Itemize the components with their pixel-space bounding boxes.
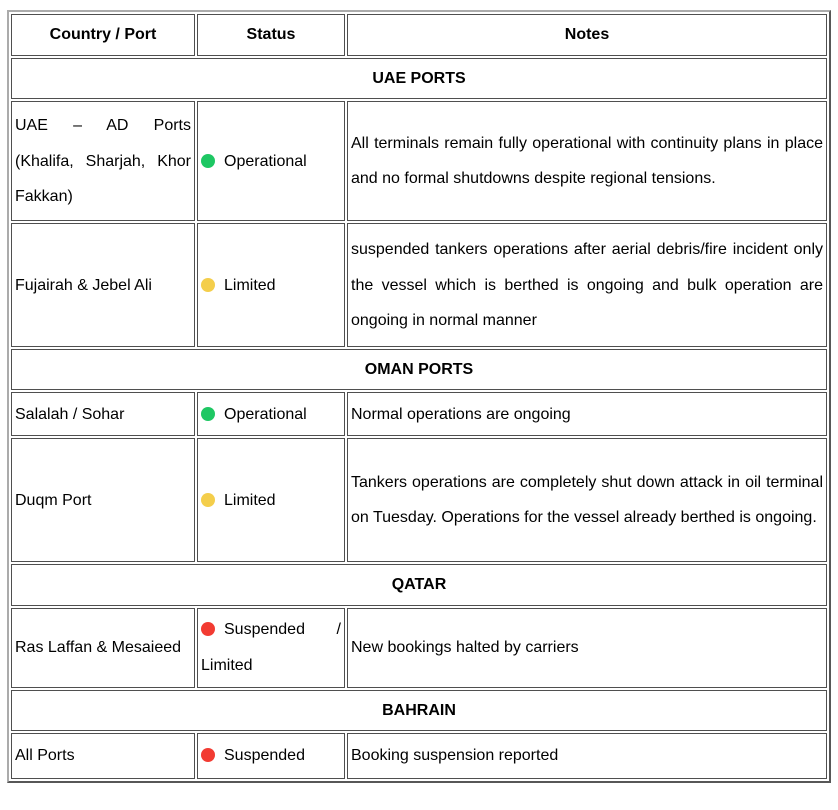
status-dot-operational-icon (201, 407, 215, 421)
header-row (11, 14, 827, 56)
column-header-country-port: Country / Port (11, 14, 195, 56)
status-cell (197, 608, 345, 688)
section-row-oman-ports (11, 349, 827, 390)
column-header-status: Status (197, 14, 345, 56)
port-cell: Fujairah & Jebel Ali (11, 223, 195, 347)
notes-cell: All terminals remain fully operational with continuity plans in place and no formal shutdowns despite regional tensions. (347, 101, 827, 221)
section-row-uae-ports (11, 58, 827, 99)
status-label: Operational (224, 405, 307, 423)
status-label: Suspended (224, 747, 305, 765)
status-cell (197, 438, 345, 562)
status-dot-limited-icon (201, 278, 215, 292)
port-cell: All Ports (11, 733, 195, 779)
status-cell (197, 101, 345, 221)
section-title-oman-ports: OMAN PORTS (11, 349, 827, 390)
status-dot-suspended-icon (201, 748, 215, 762)
section-row-bahrain (11, 690, 827, 731)
table-row (11, 608, 827, 688)
notes-cell: Tankers operations are completely shut down attack in oil terminal on Tuesday. Operations for the vessel already berthed is ongoing. (347, 438, 827, 562)
status-label: Limited (224, 276, 276, 294)
status-cell (197, 223, 345, 347)
notes-cell: suspended tankers operations after aerial debris/fire incident only the vessel which is berthed is ongoing and bulk operation are ongoing in normal manner (347, 223, 827, 347)
section-title-bahrain: BAHRAIN (11, 690, 827, 731)
table-row (11, 392, 827, 436)
status-label: Operational (224, 152, 307, 170)
section-title-uae-ports: UAE PORTS (11, 58, 827, 99)
table-row (11, 438, 827, 562)
status-dot-limited-icon (201, 493, 215, 507)
status-label: Suspended / Limited (201, 621, 341, 674)
port-cell: Ras Laffan & Mesaieed (11, 608, 195, 688)
notes-cell: Booking suspension reported (347, 733, 827, 779)
status-label: Limited (224, 491, 276, 509)
port-cell: Salalah / Sohar (11, 392, 195, 436)
table-row (11, 733, 827, 779)
section-title-qatar: QATAR (11, 564, 827, 605)
port-cell: Duqm Port (11, 438, 195, 562)
column-header-notes: Notes (347, 14, 827, 56)
ports-status-table (7, 10, 831, 783)
notes-cell: New bookings halted by carriers (347, 608, 827, 688)
table-row (11, 101, 827, 221)
table-row (11, 223, 827, 347)
status-dot-operational-icon (201, 154, 215, 168)
status-cell (197, 392, 345, 436)
notes-cell: Normal operations are ongoing (347, 392, 827, 436)
port-cell: UAE – AD Ports (Khalifa, Sharjah, Khor Fakkan) (11, 101, 195, 221)
section-row-qatar (11, 564, 827, 605)
status-dot-suspended-icon (201, 622, 215, 636)
status-cell (197, 733, 345, 779)
